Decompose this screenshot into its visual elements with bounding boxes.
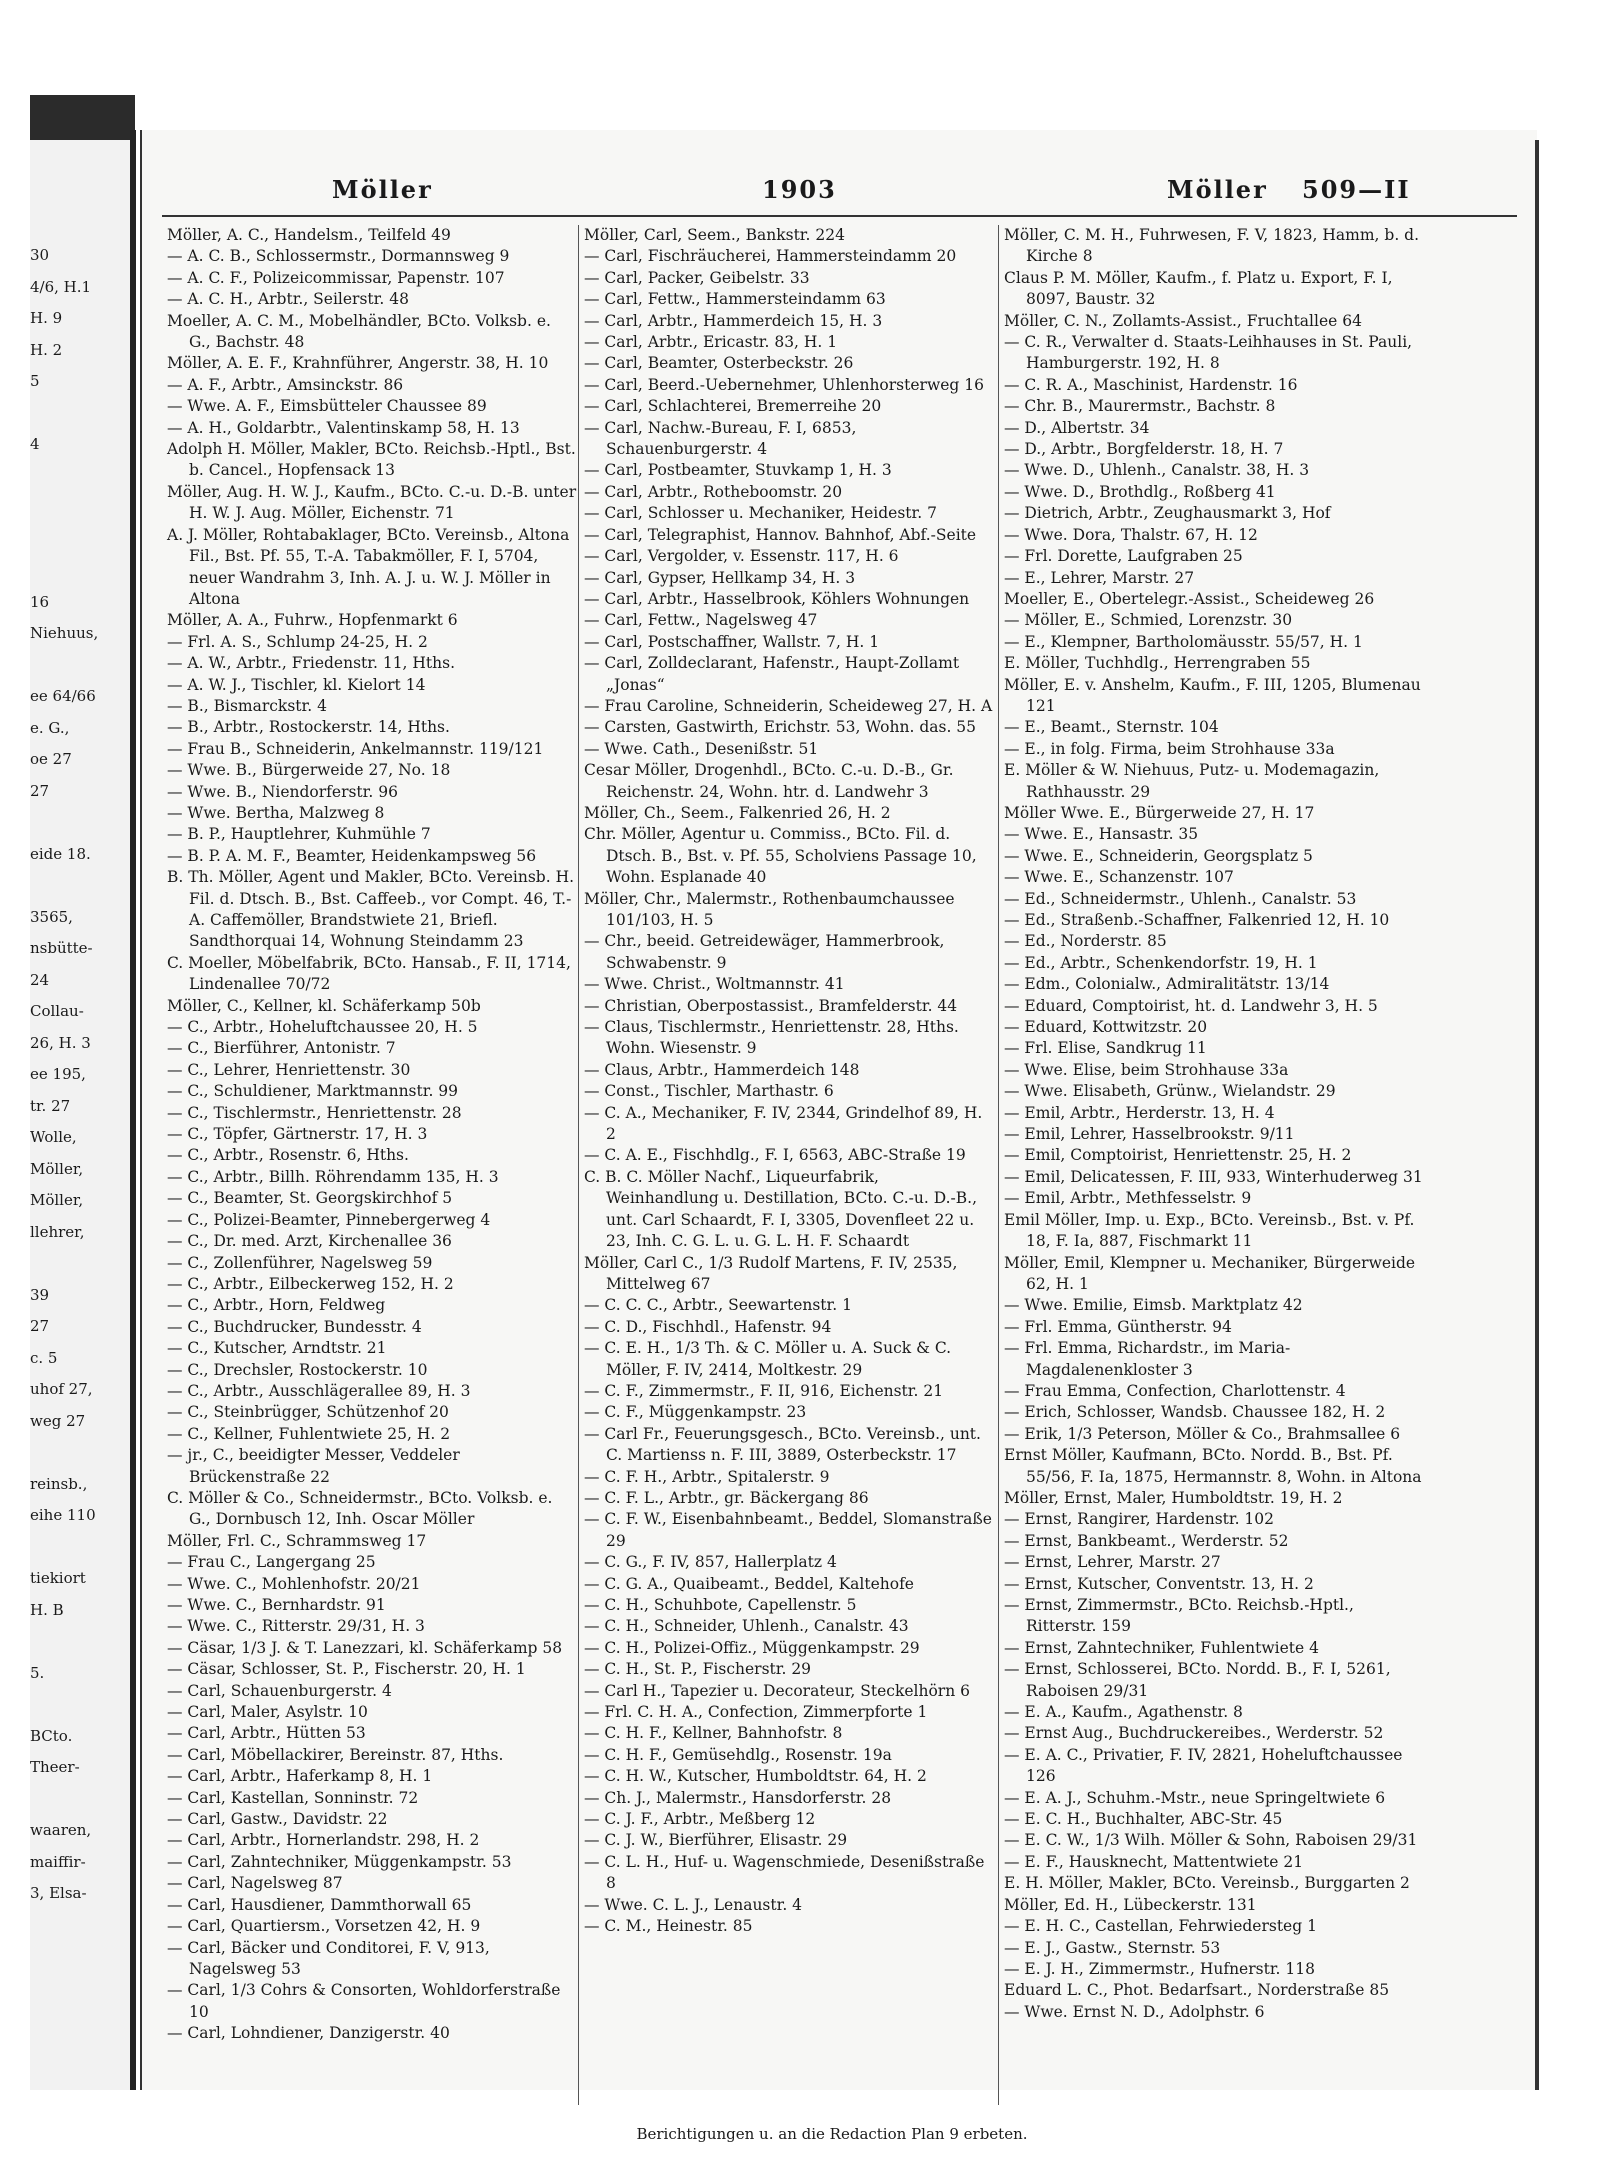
column-divider-2 xyxy=(998,225,999,2105)
directory-entry: Möller, Ch., Seem., Falkenried 26, H. 2 xyxy=(584,803,891,822)
fragment-line: waaren, xyxy=(30,1821,92,1839)
directory-entry: — Christian, Oberpostassist., Bramfelderstr. 44 xyxy=(584,996,958,1015)
fragment-line: ee 195, xyxy=(30,1065,86,1083)
directory-entry: Möller, C. M. H., Fuhrwesen, F. V, 1823, Hamm, b. d. Kirche 8 xyxy=(1004,226,1420,266)
directory-entry: — Carl, Beerd.-Uebernehmer, Uhlenhorsterweg 16 xyxy=(584,375,984,394)
directory-entry: — C. C. C., Arbtr., Seewartenstr. 1 xyxy=(584,1296,852,1315)
directory-entry: — Wwe. C., Mohlenhofstr. 20/21 xyxy=(167,1574,421,1593)
fragment-line xyxy=(30,1437,130,1469)
directory-entry: E. Möller, Tuchhdlg., Herrengraben 55 xyxy=(1004,654,1311,673)
fragment-line: maiffir- xyxy=(30,1852,86,1871)
fragment-line: 5 xyxy=(30,372,40,390)
directory-entry: — A. F., Arbtr., Amsinckstr. 86 xyxy=(167,375,404,394)
directory-entry: — C., Arbtr., Eilbeckerweg 152, H. 2 xyxy=(167,1274,454,1293)
directory-entry: — Frl. Dorette, Laufgraben 25 xyxy=(1004,547,1243,566)
directory-entry: — Ed., Straßenb.-Schaffner, Falkenried 12, H. 10 xyxy=(1004,911,1390,929)
directory-entry: Möller, Chr., Malermstr., Rothenbaumchaussee 101/103, H. 5 xyxy=(584,889,955,929)
directory-entry: — Carl, Arbtr., Rotheboomstr. 20 xyxy=(584,482,843,501)
directory-entry: — A. C. F., Polizeicommissar, Papenstr. 107 xyxy=(167,268,505,287)
directory-entry: Möller, A. E. F., Krahnführer, Angerstr. 38, H. 10 xyxy=(167,354,549,373)
directory-entry: — Carl, Gastw., Davidstr. 22 xyxy=(167,1810,388,1829)
directory-entry: — E., Lehrer, Marstr. 27 xyxy=(1004,568,1195,587)
directory-entry: — Ernst, Bankbeamt., Werderstr. 52 xyxy=(1004,1531,1289,1550)
directory-entry: — Möller, E., Schmied, Lorenzstr. 30 xyxy=(1004,611,1293,630)
directory-entry: — E. J. H., Zimmermstr., Hufnerstr. 118 xyxy=(1004,1959,1315,1978)
directory-entry: — Carl, 1/3 Cohrs & Consorten, Wohldorferstraße 10 xyxy=(167,1981,561,2021)
directory-entry: — C. M., Heinestr. 85 xyxy=(584,1917,753,1936)
directory-entry: — Carl Fr., Feuerungsgesch., BCto. Vereinsb., unt. C. Martienss n. F. III, 3889, Osterbeckstr. 17 xyxy=(584,1424,981,1465)
directory-entry: — Frau C., Langergang 25 xyxy=(167,1553,376,1572)
fragment-line xyxy=(30,807,130,839)
directory-entry: — Frau Emma, Confection, Charlottenstr. 4 xyxy=(1004,1381,1346,1400)
directory-entry: — Carl, Nagelsweg 87 xyxy=(167,1874,343,1893)
page-right-edge xyxy=(1535,140,1539,2090)
directory-entry: — Ernst, Zahntechniker, Fuhlentwiete 4 xyxy=(1004,1638,1319,1657)
directory-entry: — C. A. E., Fischhdlg., F. I, 6563, ABC-Straße 19 xyxy=(584,1146,966,1165)
directory-entry: — A. W. J., Tischler, kl. Kielort 14 xyxy=(167,675,426,694)
directory-entry: — A. W., Arbtr., Friedenstr. 11, Hths. xyxy=(167,654,456,673)
directory-entry: — C. J. W., Bierführer, Elisastr. 29 xyxy=(584,1831,848,1850)
directory-entry: — Carl, Nachw.-Bureau, F. I, 6853, Schauenburgerstr. 4 xyxy=(584,418,857,459)
directory-entry: Möller, A. C., Handelsm., Teilfeld 49 xyxy=(167,226,451,244)
directory-entry: — E., Beamt., Sternstr. 104 xyxy=(1004,718,1219,737)
directory-entry: — Wwe. D., Uhlenh., Canalstr. 38, H. 3 xyxy=(1004,461,1310,480)
directory-entry: — Carl, Bäcker und Conditorei, F. V, 913, Nagelsweg 53 xyxy=(167,1938,490,1978)
directory-entry: Adolph H. Möller, Makler, BCto. Reichsb.-Hptl., Bst. b. Cancel., Hopfensack 13 xyxy=(167,440,576,480)
directory-entry: — C. H. F., Gemüsehdlg., Rosenstr. 19a xyxy=(584,1745,892,1764)
directory-entry: — Ernst, Rangirer, Hardenstr. 102 xyxy=(1004,1510,1275,1529)
directory-entry: — D., Albertstr. 34 xyxy=(1004,418,1150,437)
fragment-line: 4 xyxy=(30,435,40,453)
fragment-line xyxy=(30,1689,130,1721)
fragment-line: 30 xyxy=(30,246,50,264)
fragment-line: 26, H. 3 xyxy=(30,1033,91,1052)
header-right-name: Möller xyxy=(1167,175,1268,204)
directory-entry: — Carl, Möbellackirer, Bereinstr. 87, Hths. xyxy=(167,1745,504,1764)
directory-entry: — Wwe. B., Bürgerweide 27, No. 18 xyxy=(167,761,451,780)
directory-entry: E. Möller & W. Niehuus, Putz- u. Modemagazin, Rathhausstr. 29 xyxy=(1004,761,1380,801)
fragment-line: 5. xyxy=(30,1663,45,1682)
directory-entry: Claus P. M. Möller, Kaufm., f. Platz u. Export, F. I, 8097, Baustr. 32 xyxy=(1004,268,1393,309)
directory-entry: — Wwe. C., Ritterstr. 29/31, H. 3 xyxy=(167,1617,425,1636)
directory-entry: — C. G. A., Quaibeamt., Beddel, Kaltehofe xyxy=(584,1574,914,1593)
directory-entry: Möller, Aug. H. W. J., Kaufm., BCto. C.-u. D.-B. unter H. W. J. Aug. Möller, Eichenstr. 71 xyxy=(167,482,577,523)
directory-entry: — C., Drechsler, Rostockerstr. 10 xyxy=(167,1360,428,1379)
fragment-line: 27 xyxy=(30,781,50,800)
directory-entry: — Erik, 1/3 Peterson, Möller & Co., Brahmsallee 6 xyxy=(1004,1424,1401,1443)
fragment-line: ee 64/66 xyxy=(30,687,96,705)
directory-entry: — E. C. W., 1/3 Wilh. Möller & Sohn, Raboisen 29/31 xyxy=(1004,1831,1418,1850)
directory-entry: — Carl H., Tapezier u. Decorateur, Steckelhörn 6 xyxy=(584,1681,970,1700)
directory-entry: — Frau B., Schneiderin, Ankelmannstr. 119/121 xyxy=(167,739,544,758)
directory-entry: C. Möller & Co., Schneidermstr., BCto. Volksb. e. G., Dornbusch 12, Inh. Oscar Möller xyxy=(167,1488,553,1529)
directory-entry: — Wwe. Elise, beim Strohhause 33a xyxy=(1004,1060,1289,1079)
directory-entry: Eduard L. C., Phot. Bedarfsart., Norderstraße 85 xyxy=(1004,1981,1390,2000)
directory-entry: — Wwe. Elisabeth, Grünw., Wielandstr. 29 xyxy=(1004,1082,1336,1101)
directory-entry: — Dietrich, Arbtr., Zeughausmarkt 3, Hof xyxy=(1004,504,1331,523)
directory-entry: — Ernst, Schlosserei, BCto. Nordd. B., F. I, 5261, Raboisen 29/31 xyxy=(1004,1660,1391,1700)
directory-entry: Moeller, E., Obertelegr.-Assist., Scheideweg 26 xyxy=(1004,589,1375,608)
fragment-line: BCto. xyxy=(30,1726,73,1745)
fragment-line xyxy=(30,870,130,902)
fragment-line: Theer- xyxy=(30,1758,80,1776)
directory-entry: — Carl, Fischräucherei, Hammersteindamm 20 xyxy=(584,247,957,266)
directory-entry: — Emil, Arbtr., Methfesselstr. 9 xyxy=(1004,1189,1252,1208)
directory-entry: — Cäsar, 1/3 J. & T. Lanezzari, kl. Schäferkamp 58 xyxy=(167,1638,563,1657)
footer-note: Berichtigungen u. an die Redaction Plan 9 erbeten. xyxy=(636,2125,1028,2143)
directory-entry: — Ernst, Lehrer, Marstr. 27 xyxy=(1004,1553,1221,1572)
directory-entry: — Const., Tischler, Marthastr. 6 xyxy=(584,1082,834,1101)
directory-entry: — Erich, Schlosser, Wandsb. Chaussee 182, H. 2 xyxy=(1004,1403,1386,1422)
header-left-name: Möller xyxy=(332,175,433,204)
directory-entry: — C., Dr. med. Arzt, Kirchenallee 36 xyxy=(167,1232,452,1251)
directory-entry: — Carl, Lohndiener, Danzigerstr. 40 xyxy=(167,2024,450,2043)
directory-entry: — Carl, Gypser, Hellkamp 34, H. 3 xyxy=(584,568,856,587)
directory-entry: — C. G., F. IV, 857, Hallerplatz 4 xyxy=(584,1553,837,1572)
directory-entry: — E. A. C., Privatier, F. IV, 2821, Hoheluftchaussee 126 xyxy=(1004,1745,1403,1786)
directory-entry: — B., Arbtr., Rostockerstr. 14, Hths. xyxy=(167,718,450,737)
directory-entry: — C., Arbtr., Hoheluftchaussee 20, H. 5 xyxy=(167,1018,478,1037)
directory-entry: Möller, Carl C., 1/3 Rudolf Martens, F. IV, 2535, Mittelweg 67 xyxy=(584,1253,958,1293)
directory-entry: — Carl, Fettw., Nagelsweg 47 xyxy=(584,611,818,630)
directory-entry: — C. F., Müggenkampstr. 23 xyxy=(584,1403,807,1422)
directory-entry: — Frl. C. H. A., Confection, Zimmerpforte 1 xyxy=(584,1703,928,1722)
directory-entry: — Chr., beeid. Getreidewäger, Hammerbrook, Schwabenstr. 9 xyxy=(584,932,945,972)
directory-entry: — C. H. W., Kutscher, Humboldtstr. 64, H. 2 xyxy=(584,1767,927,1786)
directory-entry: — Carl, Schlachterei, Bremerreihe 20 xyxy=(584,397,882,416)
directory-entry: — C., Bierführer, Antonistr. 7 xyxy=(167,1039,396,1058)
fragment-line xyxy=(30,1626,130,1658)
column-2 xyxy=(584,225,994,1938)
directory-entry: — Claus, Tischlermstr., Henriettenstr. 28, Hths. Wohn. Wiesenstr. 9 xyxy=(584,1018,959,1058)
directory-entry: Möller, Ed. H., Lübeckerstr. 131 xyxy=(1004,1895,1257,1914)
directory-entry: Möller, Carl, Seem., Bankstr. 224 xyxy=(584,226,845,244)
directory-entry: — C., Polizei-Beamter, Pinnebergerweg 4 xyxy=(167,1210,491,1229)
fragment-line: reinsb., xyxy=(30,1474,88,1493)
directory-entry: — Carl, Maler, Asylstr. 10 xyxy=(167,1703,368,1722)
fragment-line: Collau- xyxy=(30,1002,84,1020)
directory-entry: — Carl, Arbtr., Hütten 53 xyxy=(167,1724,366,1743)
directory-entry: Ernst Möller, Kaufmann, BCto. Nordd. B., Bst. Pf. 55/56, F. Ia, 1875, Hermannstr. 8, Wohn. in Altona xyxy=(1004,1446,1422,1486)
directory-entry: — C., Beamter, St. Georgskirchhof 5 xyxy=(167,1189,453,1208)
directory-entry: — C., Lehrer, Henriettenstr. 30 xyxy=(167,1060,411,1079)
directory-entry: — Carl, Arbtr., Ericastr. 83, H. 1 xyxy=(584,333,838,352)
directory-entry: — Carl, Postbeamter, Stuvkamp 1, H. 3 xyxy=(584,461,892,480)
fragment-line: 3, Elsa- xyxy=(30,1884,87,1902)
directory-entry: — Cäsar, Schlosser, St. P., Fischerstr. 20, H. 1 xyxy=(167,1660,526,1679)
directory-entry: — C. H., Polizei-Offiz., Müggenkampstr. 29 xyxy=(584,1638,920,1657)
directory-entry: Möller Wwe. E., Bürgerweide 27, H. 17 xyxy=(1004,803,1315,822)
directory-entry: — C. A., Mechaniker, F. IV, 2344, Grindelhof 89, H. 2 xyxy=(584,1103,983,1144)
directory-entry: — Wwe. Ernst N. D., Adolphstr. 6 xyxy=(1004,2002,1265,2021)
directory-entry: — C., Töpfer, Gärtnerstr. 17, H. 3 xyxy=(167,1125,428,1144)
directory-entry: — D., Arbtr., Borgfelderstr. 18, H. 7 xyxy=(1004,440,1284,459)
fragment-line: Niehuus, xyxy=(30,624,99,642)
directory-entry: — C., Arbtr., Billh. Röhrendamm 135, H. 3 xyxy=(167,1167,499,1186)
directory-entry: — Carl, Schlosser u. Mechaniker, Heidestr. 7 xyxy=(584,504,937,523)
directory-entry: — Frl. Emma, Güntherstr. 94 xyxy=(1004,1317,1232,1336)
directory-entry: — Wwe. Bertha, Malzweg 8 xyxy=(167,803,385,822)
directory-entry: — Emil, Comptoirist, Henriettenstr. 25, H. 2 xyxy=(1004,1146,1352,1165)
directory-entry: — Wwe. Dora, Thalstr. 67, H. 12 xyxy=(1004,525,1258,544)
fragment-line xyxy=(30,1248,130,1280)
directory-entry: Cesar Möller, Drogenhdl., BCto. C.-u. D.-B., Gr. Reichenstr. 24, Wohn. htr. d. Landwehr 3 xyxy=(584,761,954,801)
fragment-line: llehrer, xyxy=(30,1222,85,1241)
directory-entry: — Emil, Delicatessen, F. III, 933, Winterhuderweg 31 xyxy=(1004,1167,1423,1186)
directory-entry: — Eduard, Kottwitzstr. 20 xyxy=(1004,1018,1208,1037)
directory-entry: — E. J., Gastw., Sternstr. 53 xyxy=(1004,1938,1221,1957)
directory-entry: Möller, A. A., Fuhrw., Hopfenmarkt 6 xyxy=(167,611,458,630)
fragment-line: H. B xyxy=(30,1600,64,1619)
directory-entry: — C. H., Schuhbote, Capellenstr. 5 xyxy=(584,1596,857,1614)
fragment-line xyxy=(30,461,130,493)
directory-entry: — C., Zollenführer, Nagelsweg 59 xyxy=(167,1253,433,1272)
fragment-line: H. 9 xyxy=(30,309,63,327)
directory-entry: — Frau Caroline, Schneiderin, Scheideweg 27, H. A xyxy=(584,696,993,715)
scan-dark-corner xyxy=(30,95,135,140)
directory-entry: — C. H., Schneider, Uhlenh., Canalstr. 43 xyxy=(584,1617,909,1636)
fragment-line: uhof 27, xyxy=(30,1380,93,1398)
directory-entry: Möller, Frl. C., Schrammsweg 17 xyxy=(167,1531,427,1550)
directory-entry: — Carl, Kastellan, Sonninstr. 72 xyxy=(167,1788,419,1807)
book-gutter xyxy=(130,130,136,2090)
directory-entry: — C., Kutscher, Arndtstr. 21 xyxy=(167,1339,387,1358)
directory-entry: C. Moeller, Möbelfabrik, BCto. Hansab., F. II, 1714, Lindenallee 70/72 xyxy=(167,953,571,994)
directory-entry: — C. L. H., Huf- u. Wagenschmiede, Desenißstraße 8 xyxy=(584,1852,985,1893)
fragment-line: eide 18. xyxy=(30,844,91,863)
directory-entry: Emil Möller, Imp. u. Exp., BCto. Vereinsb., Bst. v. Pf. 18, F. Ia, 887, Fischmarkt 11 xyxy=(1004,1210,1415,1251)
directory-entry: — Ernst Aug., Buchdruckereibes., Werderstr. 52 xyxy=(1004,1724,1384,1743)
fragment-line: Möller, xyxy=(30,1159,84,1178)
directory-entry: — Wwe. Cath., Desenißstr. 51 xyxy=(584,739,819,758)
fragment-line xyxy=(30,398,130,430)
directory-entry: — C., Tischlermstr., Henriettenstr. 28 xyxy=(167,1103,462,1122)
fragment-line xyxy=(30,1532,130,1564)
header-year: 1903 xyxy=(762,175,837,204)
directory-entry: — E., in folg. Firma, beim Strohhause 33a xyxy=(1004,739,1335,758)
directory-entry: — C. J. F., Arbtr., Meßberg 12 xyxy=(584,1810,816,1829)
directory-entry: — C. F. H., Arbtr., Spitalerstr. 9 xyxy=(584,1467,830,1486)
directory-entry: — C. F. W., Eisenbahnbeamt., Beddel, Slomanstraße 29 xyxy=(584,1510,992,1550)
directory-entry: — C., Arbtr., Ausschlägerallee 89, H. 3 xyxy=(167,1381,471,1400)
fragment-line: tiekiort xyxy=(30,1569,86,1587)
directory-entry: — Carl, Telegraphist, Hannov. Bahnhof, Abf.-Seite xyxy=(584,525,977,544)
directory-entry: — C., Kellner, Fuhlentwiete 25, H. 2 xyxy=(167,1424,451,1443)
directory-entry: — E. A. J., Schuhm.-Mstr., neue Springeltwiete 6 xyxy=(1004,1788,1386,1807)
directory-entry: — Ernst, Kutscher, Conventstr. 13, H. 2 xyxy=(1004,1574,1314,1593)
directory-entry: — E. C. H., Buchhalter, ABC-Str. 45 xyxy=(1004,1810,1283,1829)
directory-entry: — Ed., Norderstr. 85 xyxy=(1004,932,1167,951)
column-3 xyxy=(1004,225,1424,2023)
directory-entry: — Carl, Zolldeclarant, Hafenstr., Haupt-Zollamt „Jonas“ xyxy=(584,654,960,694)
directory-entry: — E. F., Hausknecht, Mattentwiete 21 xyxy=(1004,1852,1304,1871)
directory-entry: E. H. Möller, Makler, BCto. Vereinsb., Burggarten 2 xyxy=(1004,1874,1410,1893)
directory-entry: — Wwe. Christ., Woltmannstr. 41 xyxy=(584,975,845,994)
directory-entry: — Claus, Arbtr., Hammerdeich 148 xyxy=(584,1060,860,1079)
fragment-line: Möller, xyxy=(30,1191,84,1209)
directory-entry: — Carl, Vergolder, v. Essenstr. 117, H. 6 xyxy=(584,547,899,566)
fragment-line xyxy=(30,650,130,682)
header-rule xyxy=(162,215,1517,217)
directory-entry: — Carl, Quartiersm., Vorsetzen 42, H. 9 xyxy=(167,1917,481,1936)
directory-entry: — Carsten, Gastwirth, Erichstr. 53, Wohn. das. 55 xyxy=(584,718,977,737)
directory-entry: — Carl, Postschaffner, Wallstr. 7, H. 1 xyxy=(584,632,880,651)
directory-entry: — Carl, Schauenburgerstr. 4 xyxy=(167,1681,392,1700)
directory-entry: — C. R. A., Maschinist, Hardenstr. 16 xyxy=(1004,375,1298,394)
column-1 xyxy=(167,225,577,2045)
directory-entry: — C., Arbtr., Horn, Feldweg xyxy=(167,1296,386,1315)
directory-entry: — Carl, Arbtr., Haferkamp 8, H. 1 xyxy=(167,1767,433,1786)
directory-entry: — Carl, Arbtr., Hornerlandstr. 298, H. 2 xyxy=(167,1831,480,1850)
directory-entry: — C. R., Verwalter d. Staats-Leihhauses in St. Pauli, Hamburgerstr. 192, H. 8 xyxy=(1004,333,1413,373)
directory-entry: — C., Schuldiener, Marktmannstr. 99 xyxy=(167,1082,459,1101)
directory-entry: — C., Arbtr., Rosenstr. 6, Hths. xyxy=(167,1146,409,1165)
directory-entry: — C., Steinbrügger, Schützenhof 20 xyxy=(167,1403,449,1422)
fragment-line: 27 xyxy=(30,1317,50,1335)
directory-entry: — A. C. H., Arbtr., Seilerstr. 48 xyxy=(167,290,409,309)
directory-entry: — Carl, Arbtr., Hasselbrook, Köhlers Wohnungen xyxy=(584,589,970,608)
directory-entry: — C. H. F., Kellner, Bahnhofstr. 8 xyxy=(584,1724,843,1743)
page-header xyxy=(142,175,1537,215)
directory-entry: — Wwe. A. F., Eimsbütteler Chaussee 89 xyxy=(167,397,487,416)
directory-entry: — Wwe. E., Schneiderin, Georgsplatz 5 xyxy=(1004,846,1313,865)
directory-entry: — Eduard, Comptoirist, ht. d. Landwehr 3, H. 5 xyxy=(1004,996,1378,1015)
fragment-line: e. G., xyxy=(30,718,70,737)
directory-entry: Möller, E. v. Anshelm, Kaufm., F. III, 1205, Blumenau 121 xyxy=(1004,675,1421,715)
directory-entry: — Ed., Arbtr., Schenkendorfstr. 19, H. 1 xyxy=(1004,953,1318,972)
fragment-line: 16 xyxy=(30,592,50,611)
directory-entry: Möller, C., Kellner, kl. Schäferkamp 50b xyxy=(167,996,481,1015)
fragment-line: weg 27 xyxy=(30,1411,86,1430)
fragment-line: oe 27 xyxy=(30,750,72,768)
fragment-line: 3565, xyxy=(30,907,73,926)
fragment-line: tr. 27 xyxy=(30,1096,71,1115)
directory-entry: — B. P., Hauptlehrer, Kuhmühle 7 xyxy=(167,825,431,844)
directory-entry: Möller, C. N., Zollamts-Assist., Fruchtallee 64 xyxy=(1004,311,1362,330)
fragment-line xyxy=(30,1784,130,1816)
fragment-line: nsbütte- xyxy=(30,939,93,957)
directory-entry: — Emil, Lehrer, Hasselbrookstr. 9/11 xyxy=(1004,1125,1295,1144)
directory-entry: Chr. Möller, Agentur u. Commiss., BCto. Fil. d. Dtsch. B., Bst. v. Pf. 55, Scholviens Passage 10, Wohn. Esplanade 40 xyxy=(584,825,977,887)
directory-entry: — B., Bismarckstr. 4 xyxy=(167,696,327,715)
directory-entry: — Wwe. B., Niendorferstr. 96 xyxy=(167,782,398,801)
directory-entry: — jr., C., beeidigter Messer, Veddeler Brückenstraße 22 xyxy=(167,1446,460,1486)
directory-entry: — C. F. L., Arbtr., gr. Bäckergang 86 xyxy=(584,1488,869,1507)
directory-entry: — E. H. C., Castellan, Fehrwiedersteg 1 xyxy=(1004,1917,1317,1936)
directory-entry: — Wwe. E., Hansastr. 35 xyxy=(1004,825,1199,844)
fragment-line xyxy=(30,524,130,556)
directory-entry: Möller, Emil, Klempner u. Mechaniker, Bürgerweide 62, H. 1 xyxy=(1004,1253,1416,1293)
directory-entry: — C. D., Fischhdl., Hafenstr. 94 xyxy=(584,1317,832,1336)
directory-entry: — A. C. B., Schlossermstr., Dormannsweg 9 xyxy=(167,247,510,266)
directory-entry: — Carl, Arbtr., Hammerdeich 15, H. 3 xyxy=(584,311,883,330)
fragment-line: 24 xyxy=(30,970,50,989)
directory-entry: — Chr. B., Maurermstr., Bachstr. 8 xyxy=(1004,397,1276,416)
directory-entry: — Carl, Packer, Geibelstr. 33 xyxy=(584,268,810,287)
directory-entry: Moeller, A. C. M., Mobelhändler, BCto. Volksb. e. G., Bachstr. 48 xyxy=(167,311,551,352)
directory-entry: — Frl. A. S., Schlump 24-25, H. 2 xyxy=(167,632,428,651)
directory-entry: Möller, Ernst, Maler, Humboldtstr. 19, H. 2 xyxy=(1004,1488,1343,1507)
directory-entry: — Carl, Hausdiener, Dammthorwall 65 xyxy=(167,1895,472,1914)
fragment-line: Wolle, xyxy=(30,1128,77,1146)
page-number: 509—II xyxy=(1302,175,1411,204)
directory-entry: — Wwe. C., Bernhardstr. 91 xyxy=(167,1596,386,1614)
directory-entry: — Ed., Schneidermstr., Uhlenh., Canalstr. 53 xyxy=(1004,889,1357,908)
directory-entry: — Frl. Emma, Richardstr., im Maria-Magdalenenkloster 3 xyxy=(1004,1339,1291,1379)
directory-entry: — Emil, Arbtr., Herderstr. 13, H. 4 xyxy=(1004,1103,1275,1122)
directory-entry: — B. P. A. M. F., Beamter, Heidenkampsweg 56 xyxy=(167,846,537,865)
directory-page xyxy=(140,130,1537,2143)
fragment-line xyxy=(30,555,130,587)
directory-entry: — Edm., Colonialw., Admiralitätstr. 13/14 xyxy=(1004,975,1330,994)
directory-entry: — Wwe. Emilie, Eimsb. Marktplatz 42 xyxy=(1004,1296,1303,1315)
directory-entry: A. J. Möller, Rohtabaklager, BCto. Vereinsb., Altona Fil., Bst. Pf. 55, T.-A. Tabakmöller, F. I, 5704, neuer Wandrahm 3, Inh. A. J. u. W. J. Möller in Altona xyxy=(167,525,570,608)
directory-entry: — Carl, Zahntechniker, Müggenkampstr. 53 xyxy=(167,1852,512,1871)
directory-entry: — C. E. H., 1/3 Th. & C. Möller u. A. Suck & C. Möller, F. IV, 2414, Moltkestr. 29 xyxy=(584,1339,952,1379)
fragment-line: eihe 110 xyxy=(30,1506,96,1524)
directory-entry: — Wwe. E., Schanzenstr. 107 xyxy=(1004,868,1234,887)
column-divider-1 xyxy=(578,225,579,2105)
directory-entry: — Carl, Fettw., Hammersteindamm 63 xyxy=(584,290,886,309)
directory-entry: — Carl, Beamter, Osterbeckstr. 26 xyxy=(584,354,854,373)
directory-entry: — C. H., St. P., Fischerstr. 29 xyxy=(584,1660,812,1679)
fragment-line: 4/6, H.1 xyxy=(30,277,92,296)
directory-entry: — A. H., Goldarbtr., Valentinskamp 58, H. 13 xyxy=(167,418,520,437)
directory-entry: B. Th. Möller, Agent und Makler, BCto. Vereinsb. H. Fil. d. Dtsch. B., Bst. Caffeeb., vor Compt. 46, T.-A. Caffemöller, Brandstwiete 21, Briefl. Sandthorquai 14, Wohnung Steindamm 23 xyxy=(167,868,575,951)
fragment-line: 39 xyxy=(30,1285,50,1304)
directory-entry: — Ernst, Zimmermstr., BCto. Reichsb.-Hptl., Ritterstr. 159 xyxy=(1004,1596,1354,1636)
previous-page-fragments xyxy=(30,240,130,1910)
directory-entry: — E. A., Kaufm., Agathenstr. 8 xyxy=(1004,1703,1243,1722)
directory-entry: — E., Klempner, Bartholomäusstr. 55/57, H. 1 xyxy=(1004,632,1363,651)
directory-entry: — C. F., Zimmermstr., F. II, 916, Eichenstr. 21 xyxy=(584,1381,944,1400)
directory-entry: — Wwe. D., Brothdlg., Roßberg 41 xyxy=(1004,482,1276,501)
directory-entry: — Wwe. C. L. J., Lenaustr. 4 xyxy=(584,1895,803,1914)
directory-entry: — Ch. J., Malermstr., Hansdorferstr. 28 xyxy=(584,1788,892,1807)
directory-entry: — C., Buchdrucker, Bundesstr. 4 xyxy=(167,1317,422,1336)
fragment-line: H. 2 xyxy=(30,340,63,359)
directory-entry: — Frl. Elise, Sandkrug 11 xyxy=(1004,1039,1207,1058)
fragment-line xyxy=(30,492,130,524)
directory-entry: C. B. C. Möller Nachf., Liqueurfabrik, Weinhandlung u. Destillation, BCto. C.-u. D.-B., unt. Carl Schaardt, F. I, 3305, Dovenfleet 22 u. 23, Inh. C. G. L. u. G. L. H. F. Schaardt xyxy=(584,1167,978,1251)
fragment-line: c. 5 xyxy=(30,1348,58,1367)
